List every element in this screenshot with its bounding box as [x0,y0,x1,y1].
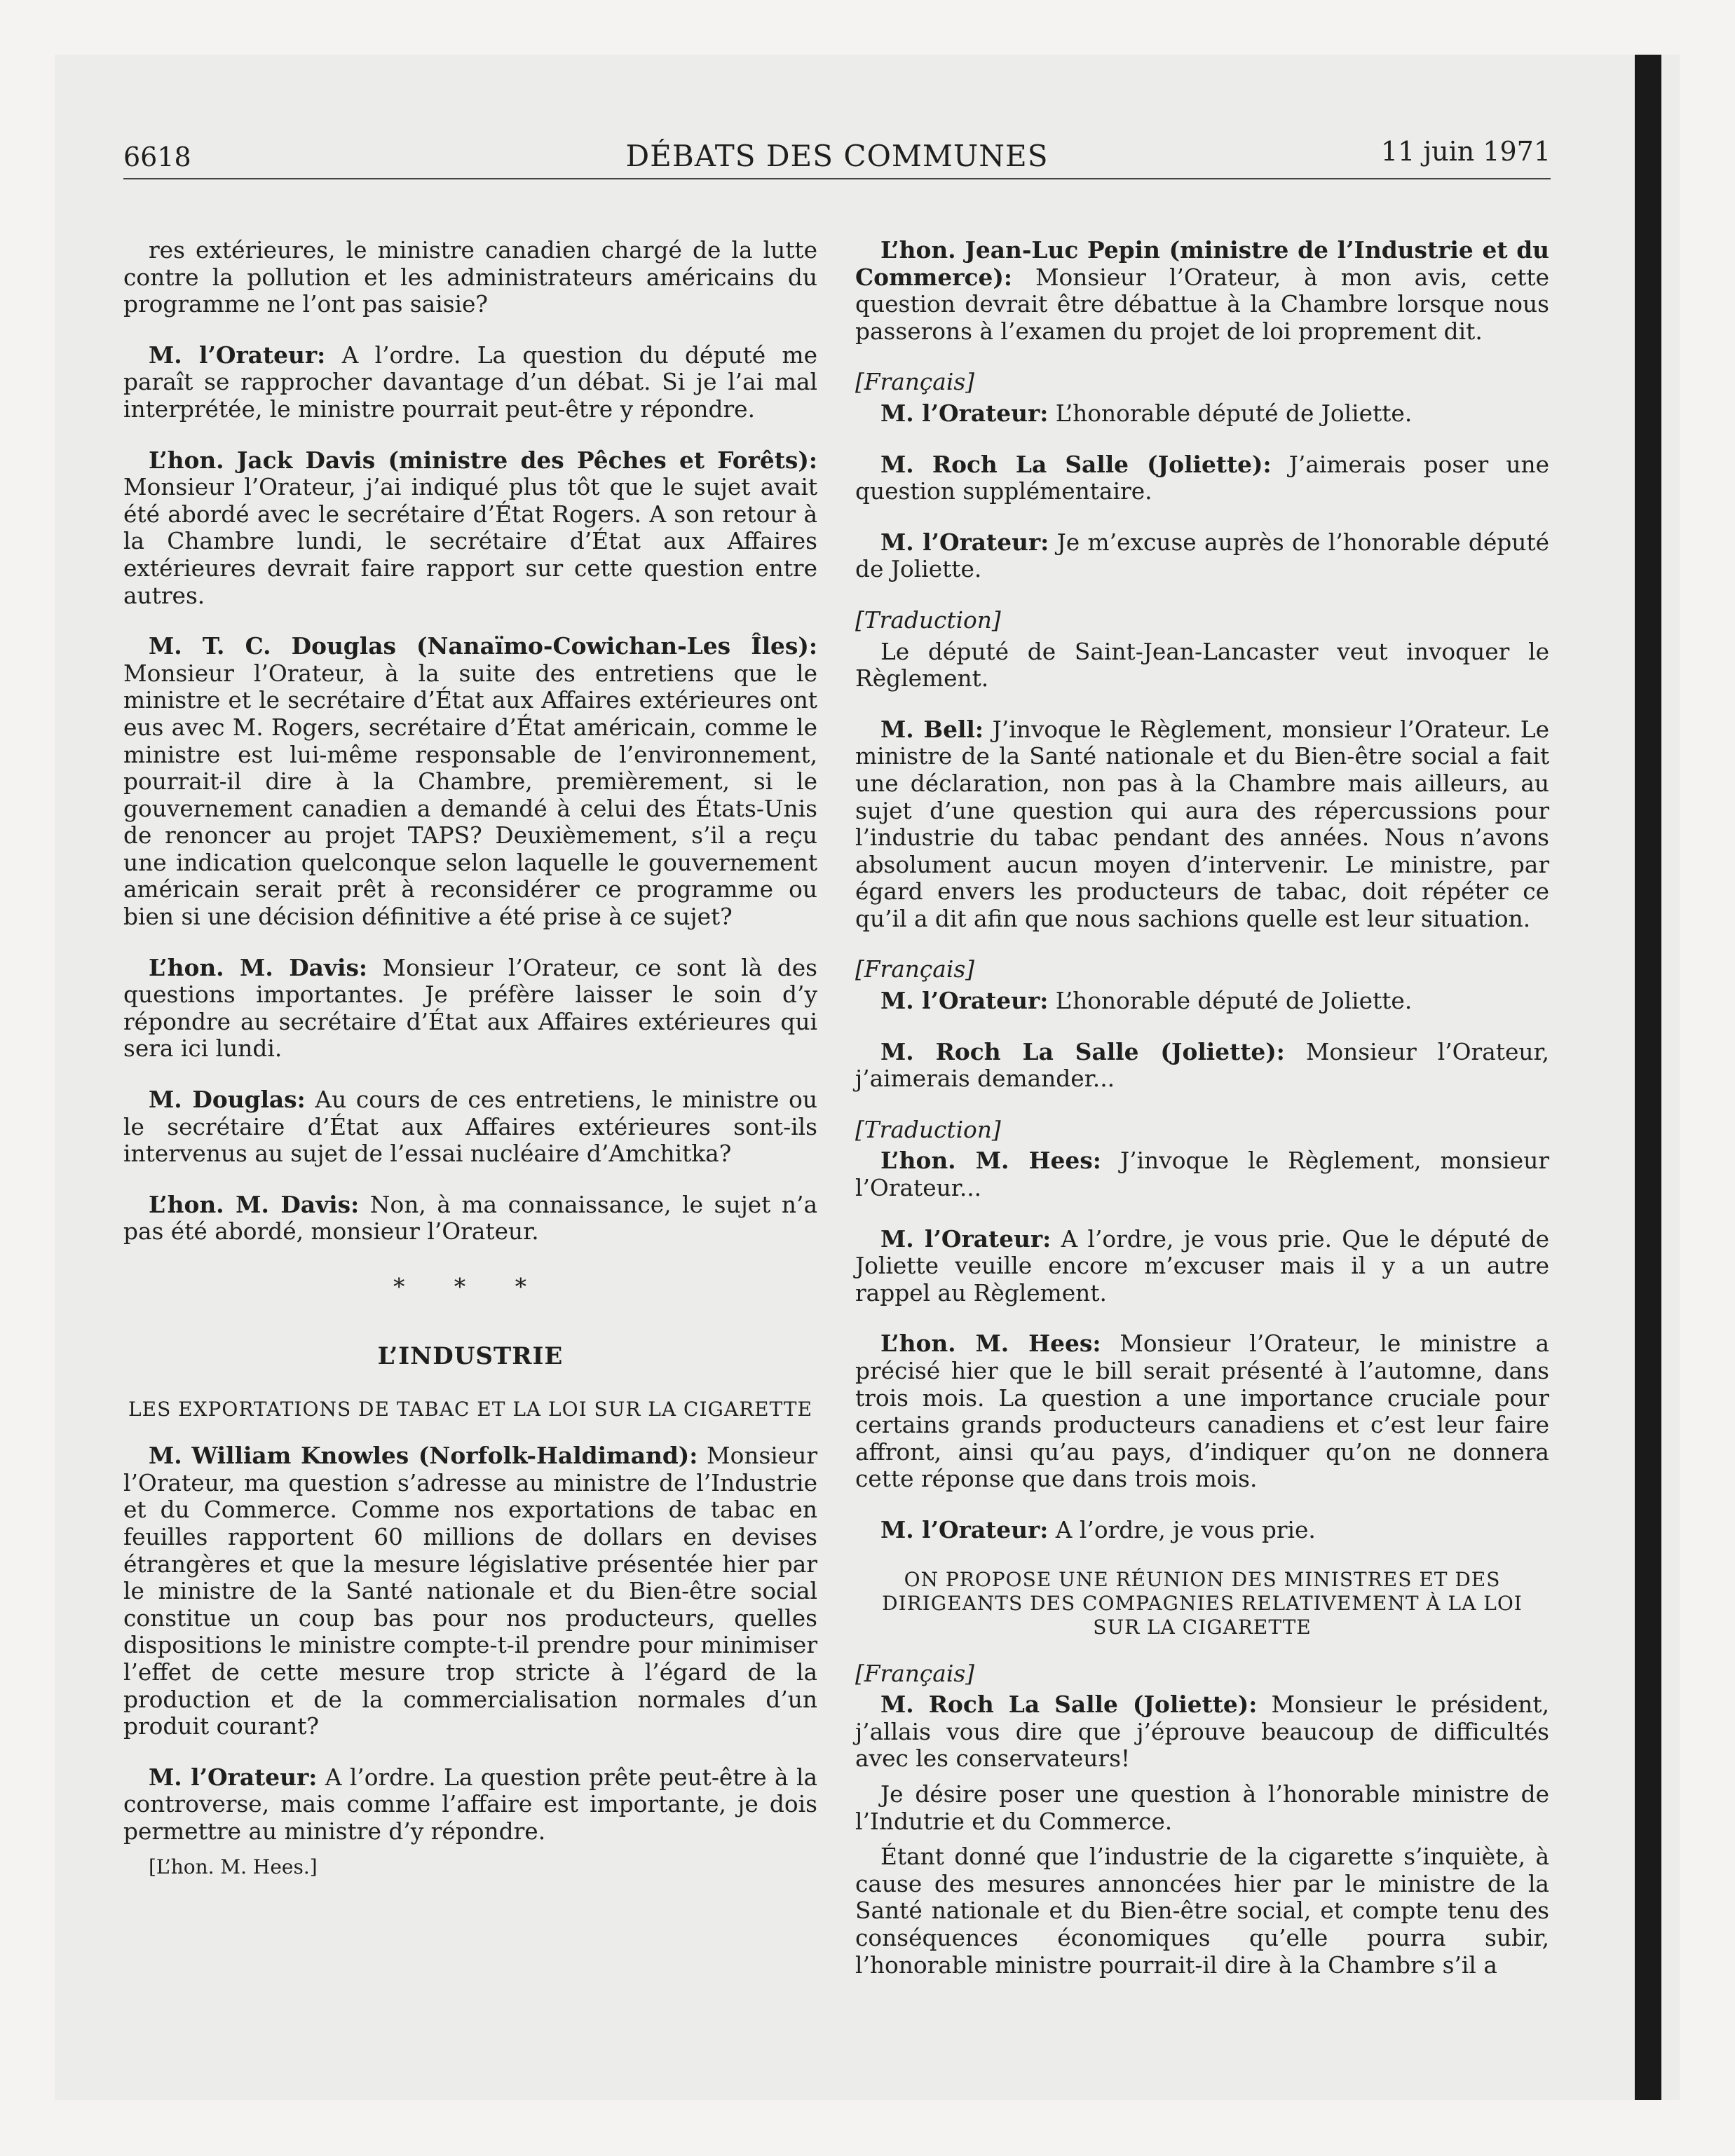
left-column [123,237,817,1881]
paragraph: M. l’Orateur: A l’ordre, je vous prie. [880,1515,1316,1543]
paragraph: M. Douglas: Au cours de ces entretiens, le ministre ou le secrétaire d’État aux Affaires extérieures sont-ils intervenus au sujet de l’essai nucléaire d’Amchitka? [123,1086,817,1168]
speaker: L’hon. M. Davis: [149,1190,360,1218]
paragraph: M. Roch La Salle (Joliette): Monsieur le président, j’allais vous dire que j’éprouve beaucoup de difficultés avec les conservateurs! [855,1691,1550,1773]
speaker: M. Douglas: [149,1086,306,1114]
section-title: L’INDUSTRIE [377,1342,564,1370]
section-separator: * * * [393,1274,548,1300]
paragraph: M. l’Orateur: Je m’excuse auprès de l’honorable député de Joliette. [855,528,1549,583]
speaker: M. l’Orateur: [880,528,1049,556]
speaker: M. l’Orateur: [880,1224,1052,1253]
paragraph: M. l’Orateur: A l’ordre. La question prête peut-être à la controverse, mais comme l’affaire est importante, je dois permettre au ministre d’y répondre. [123,1763,817,1845]
right-column [855,237,1549,1987]
page-header [123,136,1551,179]
speaker: M. l’Orateur: [880,1515,1049,1543]
speaker: L’hon. Jean-Luc Pepin (ministre de l’Industrie et du Commerce): [855,236,1549,291]
speaker: M. William Knowles (Norfolk-Haldimand): [149,1442,698,1470]
paragraph: M. l’Orateur: A l’ordre, je vous prie. Que le député de Joliette veuille encore m’excuser mais il y a un autre rappel au Règlement. [855,1224,1549,1306]
language-tag: [Français] [855,956,974,983]
paragraph: L’hon. M. Davis: Non, à ma connaissance, le sujet n’a pas été abordé, monsieur l’Orateur. [123,1190,818,1246]
speaker: M. l’Orateur: [149,341,326,369]
speaker: L’hon. Jack Davis (ministre des Pêches et Forêts): [149,446,817,474]
speaker: L’hon. M. Davis: [149,953,368,981]
paragraph: Étant donné que l’industrie de la cigarette s’inquiète, à cause des mesures annoncées hier par le ministre de la Santé nationale et du Bien-être social, et compte tenu des conséquences économiques qu’elle pourra subir, l’honorable ministre pourrait-il dire à la Chambre s’il a [855,1843,1549,1979]
paragraph: L’hon. M. Davis: Monsieur l’Orateur, ce sont là des questions importantes. Je préfère laisser le soin d’y répondre au secrétaire d’État aux Affaires extérieures qui sera ici lundi. [123,953,817,1063]
paragraph: M. l’Orateur: L’honorable député de Joliette. [880,399,1413,427]
paragraph: L’hon. Jack Davis (ministre des Pêches et Forêts): Monsieur l’Orateur, j’ai indiqué plus tôt que le sujet avait été abordé avec le secrétaire d’État Rogers. A son retour à la Chambre lundi, le secrétaire d’État aux Affaires extérieures devrait faire rapport sur cette question entre autres. [123,446,817,609]
speaker: M. Roch La Salle (Joliette): [880,450,1272,478]
speaker: M. l’Orateur: [880,399,1049,427]
paragraph: res extérieures, le ministre canadien chargé de la lutte contre la pollution et les administrateurs américains du programme ne l’ont pas saisie? [123,237,817,318]
language-tag: [Français] [855,369,974,396]
section-subtitle: ON PROPOSE UNE RÉUNION DES MINISTRES ET DES DIRIGEANTS DES COMPAGNIES RELATIVEMENT À LA LOI SUR LA CIGARETTE [882,1567,1523,1639]
paragraph: M. l’Orateur: A l’ordre. La question du député me paraît se rapprocher davantage d’un débat. Si je l’ai mal interprétée, le ministre pourrait peut-être y répondre. [123,341,817,423]
speaker: M. l’Orateur: [880,987,1049,1015]
language-tag: [Traduction] [855,1116,1001,1143]
speaker: M. l’Orateur: [149,1763,318,1791]
language-tag: [Traduction] [855,606,1001,634]
paragraph: M. Roch La Salle (Joliette): Monsieur l’Orateur, j’aimerais demander... [855,1037,1550,1093]
language-tag: [Français] [855,1660,974,1687]
footer-note: [L’hon. M. Hees.] [149,1855,318,1878]
paragraph: M. William Knowles (Norfolk-Haldimand): Monsieur l’Orateur, ma question s’adresse au ministre de l’Industrie et du Commerce. Comme nos exportations de tabac en feuilles rapportent 60 millions de dollars en devises étrangères et que la mesure législative présentée hier par le ministre de la Santé nationale et du Bien-être social constitue un coup bas pour nos producteurs, quelles dispositions le ministre compte-t-il prendre pour minimiser l’effet de cette mesure trop stricte à l’égard de la production et de la commercialisation normales d’un produit courant? [123,1442,818,1740]
paragraph: L’hon. M. Hees: J’invoque le Règlement, monsieur l’Orateur... [855,1147,1549,1202]
paragraph: Je désire poser une question à l’honorable ministre de l’Indutrie et du Commerce. [855,1780,1549,1835]
scan-edge-bar [1635,55,1661,2100]
speaker: M. Bell: [880,715,984,743]
paragraph: L’hon. M. Hees: Monsieur l’Orateur, le ministre a précisé hier que le bill serait présenté à l’automne, dans trois mois. La question a une importance cruciale pour certains grands producteurs canadiens et c’est leur faire affront, ainsi qu’au pays, d’indiquer qu’on ne donnera cette réponse que dans trois mois. [855,1330,1549,1493]
speaker: M. Roch La Salle (Joliette): [880,1037,1285,1065]
page-number: 6618 [123,142,191,172]
publication-title: DÉBATS DES COMMUNES [625,139,1049,173]
page-date: 11 juin 1971 [1380,136,1551,167]
paragraph: M. Roch La Salle (Joliette): J’aimerais poser une question supplémentaire. [855,450,1550,505]
speaker: M. T. C. Douglas (Nanaïmo-Cowichan-Les Îles): [149,632,817,660]
speaker: M. Roch La Salle (Joliette): [880,1691,1258,1719]
speaker: L’hon. M. Hees: [880,1330,1101,1358]
paragraph: M. Bell: J’invoque le Règlement, monsieur l’Orateur. Le ministre de la Santé nationale et du Bien-être social a fait une déclaration, non pas à la Chambre mais ailleurs, au sujet d’une question qui aura des répercussions pour l’industrie du tabac pendant des années. Nous n’avons absolument aucun moyen d’intervenir. Le ministre, par égard envers les producteurs de tabac, doit répéter ce qu’il a dit afin que nous sachions quelle est leur situation. [855,715,1549,932]
paragraph: M. l’Orateur: L’honorable député de Joliette. [880,987,1413,1015]
section-subtitle: LES EXPORTATIONS DE TABAC ET LA LOI SUR LA CIGARETTE [128,1398,812,1421]
paragraph: M. T. C. Douglas (Nanaïmo-Cowichan-Les Îles): Monsieur l’Orateur, à la suite des entretiens que le ministre et le secrétaire d’État aux Affaires extérieures ont eus avec M. Rogers, secrétaire d’État américain, comme le ministre est lui-même responsable de l’environnement, pourrait-il dire à la Chambre, premièrement, si le gouvernement canadien a demandé à celui des États-Unis de renoncer au projet TAPS? Deuxièmement, s’il a reçu une indication quelconque selon laquelle le gouvernement américain serait prêt à reconsidérer ce programme ou bien si une décision définitive a été prise à ce sujet? [123,632,817,931]
paragraph: Le député de Saint-Jean-Lancaster veut invoquer le Règlement. [855,638,1549,692]
speaker: L’hon. M. Hees: [880,1147,1101,1175]
paragraph: L’hon. Jean-Luc Pepin (ministre de l’Industrie et du Commerce): Monsieur l’Orateur, à mon avis, cette question devrait être débattue à la Chambre lorsque nous passerons à l’examen du projet de loi proprement dit. [855,236,1549,345]
